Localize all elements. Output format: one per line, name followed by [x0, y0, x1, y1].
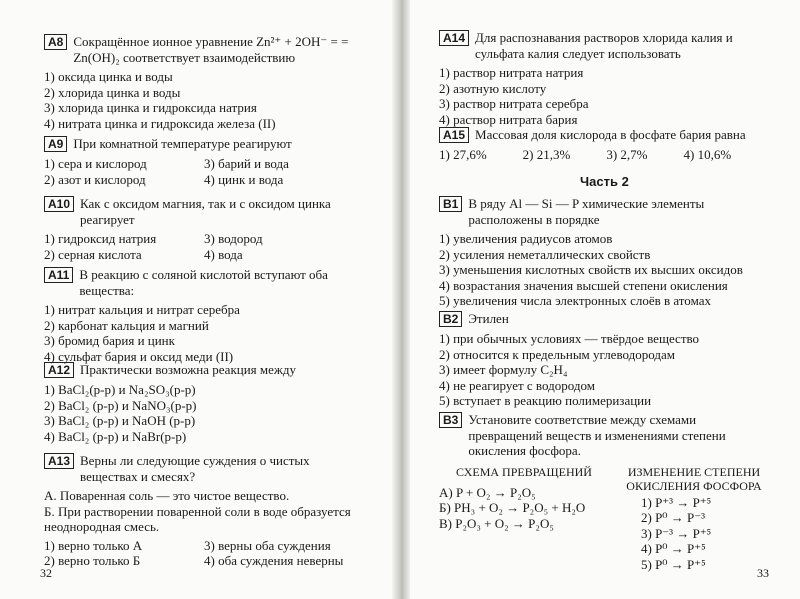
answer-option: 1) 27,6% [439, 147, 487, 162]
answer-option: 3) BaCl₂ (р-р) и NaOH (р-р) [44, 413, 196, 428]
question-number: A9 [44, 136, 67, 152]
question-text: Практически возможна реакция между [80, 362, 296, 377]
answer-option: 4) раствор нитрата бария [439, 111, 578, 127]
question-b3 [439, 412, 769, 572]
column-header: СХЕМА ПРЕВРАЩЕНИЙ [456, 464, 592, 479]
answer-option: 4) не реагирует с водородом [439, 377, 595, 393]
answer-option: 3) имеет формулу C₂H₄ [439, 362, 568, 377]
answer-option: 4) возрастания значения высшей степени окисления [439, 277, 728, 293]
change-item: 1) P⁺³ → P⁺⁵ [641, 494, 712, 510]
answer-option: 3) барий и вода [204, 156, 289, 171]
question-text: Массовая доля кислорода в фосфате бария равна [475, 127, 746, 142]
change-item: 5) P⁰ → P⁺⁵ [641, 556, 706, 572]
answer-option: 2) азотную кислоту [439, 80, 547, 96]
question-b2 [439, 311, 769, 409]
question-number: B3 [439, 412, 462, 428]
answer-option: 1) верно только А [44, 537, 143, 553]
answer-option: 1) оксида цинка и воды [44, 69, 173, 84]
question-number: A12 [44, 362, 74, 378]
answer-option: 1) при обычных условиях — твёрдое вещество [439, 331, 700, 346]
page-number: 33 [757, 566, 769, 580]
answer-option: 3) водород [204, 231, 263, 246]
schemes-column [439, 465, 609, 573]
question-number: A14 [439, 30, 469, 46]
question-number: B2 [439, 311, 462, 327]
change-item: 4) P⁰ → P⁺⁵ [641, 541, 706, 556]
answer-option: 3) раствор нитрата серебра [439, 96, 589, 111]
question-text: В ряду Al — Si — P химические элементы расположены в порядке [468, 196, 705, 227]
answer-option: 4) сульфат бария и оксид меди (II) [44, 348, 234, 364]
question-a12 [44, 362, 366, 444]
answer-option: 3) уменьшения кислотных свойств их высших оксидов [439, 262, 743, 277]
change-item: 2) P⁰ → P⁻³ [641, 510, 706, 525]
answer-option: 2) хлорида цинка и воды [44, 84, 181, 100]
question-text: При комнатной температуре реагируют [73, 136, 292, 151]
left-page [0, 0, 395, 599]
question-a13 [44, 453, 366, 569]
answer-option: 4) 10,6% [683, 147, 732, 162]
question-a14 [439, 30, 769, 127]
statement: А. Поваренная соль — это чистое вещество. [44, 488, 290, 503]
answer-option: 2) BaCl₂ (р-р) и NaNO₃(р-р) [44, 397, 197, 413]
question-text: Этилен [468, 311, 509, 326]
question-text: Как с оксидом магния, так и с оксидом цинка реагирует [80, 196, 331, 227]
column-header: ИЗМЕНЕНИЕ СТЕПЕНИ ОКИСЛЕНИЯ ФОСФОРА [626, 464, 762, 493]
answer-option: 2) серная кислота [44, 246, 142, 262]
question-text: Для распознавания растворов хлорида калия и сульфата калия следует использовать [475, 30, 733, 61]
statement: Б. При растворении поваренной соли в воде образуется неоднородная смесь. [44, 503, 351, 534]
answer-option: 1) нитрат кальция и нитрат серебра [44, 302, 240, 317]
page-number: 32 [40, 566, 52, 580]
answer-option: 5) вступает в реакцию полимеризации [439, 393, 652, 408]
question-number: A10 [44, 196, 74, 212]
question-number: A15 [439, 127, 469, 143]
answer-option: 3) 2,7% [606, 147, 648, 162]
answer-option: 1) гидроксид натрия [44, 231, 157, 246]
answer-option: 4) вода [204, 246, 243, 262]
answer-option: 2) верно только Б [44, 553, 141, 568]
answer-option: 2) 21,3% [522, 147, 571, 162]
question-a15 [439, 127, 769, 163]
question-a10 [44, 196, 366, 262]
question-number: A8 [44, 34, 67, 50]
answer-option: 1) увеличения радиусов атомов [439, 231, 613, 246]
question-a11 [44, 267, 366, 364]
answer-option: 4) цинк и вода [204, 171, 284, 187]
question-number: B1 [439, 196, 462, 212]
answer-option: 4) оба суждения неверны [204, 553, 344, 568]
section-title: Часть 2 [580, 174, 629, 189]
question-a8 [44, 34, 366, 131]
right-page [405, 0, 800, 599]
answer-option: 1) BaCl₂(р-р) и Na₂SO₃(р-р) [44, 382, 196, 397]
answer-option: 3) бромид бария и цинк [44, 333, 175, 348]
answer-option: 2) относится к предельным углеводородам [439, 346, 675, 362]
scheme-item: А) P + O₂ → P₂O₅ [439, 484, 536, 500]
question-b1 [439, 196, 769, 309]
change-item: 3) P⁻³ → P⁺⁵ [641, 525, 712, 541]
question-text: Верны ли следующие суждения о чистых веществах и смесях? [80, 453, 310, 484]
answer-option: 3) хлорида цинка и гидроксида натрия [44, 100, 257, 115]
question-a9 [44, 136, 366, 187]
answer-option: 2) азот и кислород [44, 171, 146, 187]
answer-option: 1) сера и кислород [44, 156, 147, 171]
question-number: A13 [44, 453, 74, 469]
changes-column [619, 465, 769, 573]
question-text: В реакцию с соляной кислотой вступают оба вещества: [79, 267, 328, 298]
answer-option: 4) нитрата цинка и гидроксида железа (II) [44, 115, 276, 131]
question-text: Установите соответствие между схемами превращений веществ и изменениями степени окисления фосфора. [468, 412, 726, 458]
answer-option: 3) верны оба суждения [204, 537, 331, 553]
question-number: A11 [44, 267, 73, 283]
scheme-item: В) P₂O₃ + O₂ → P₂O₅ [439, 515, 554, 531]
question-text: Сокращённое ионное уравнение Zn²⁺ + 2OH⁻ = = Zn(OH)₂ соответствует взаимодействию [73, 34, 349, 65]
answer-option: 4) BaCl₂ (р-р) и NaBr(р-р) [44, 428, 187, 444]
answer-option: 2) карбонат кальция и магний [44, 317, 209, 333]
scheme-item: Б) PH₃ + O₂ → P₂O₅ + H₂O [439, 500, 586, 515]
answer-option: 1) раствор нитрата натрия [439, 65, 584, 80]
answer-option: 2) усиления неметаллических свойств [439, 246, 651, 262]
answer-option: 5) увеличения числа электронных слоёв в атомах [439, 293, 711, 308]
